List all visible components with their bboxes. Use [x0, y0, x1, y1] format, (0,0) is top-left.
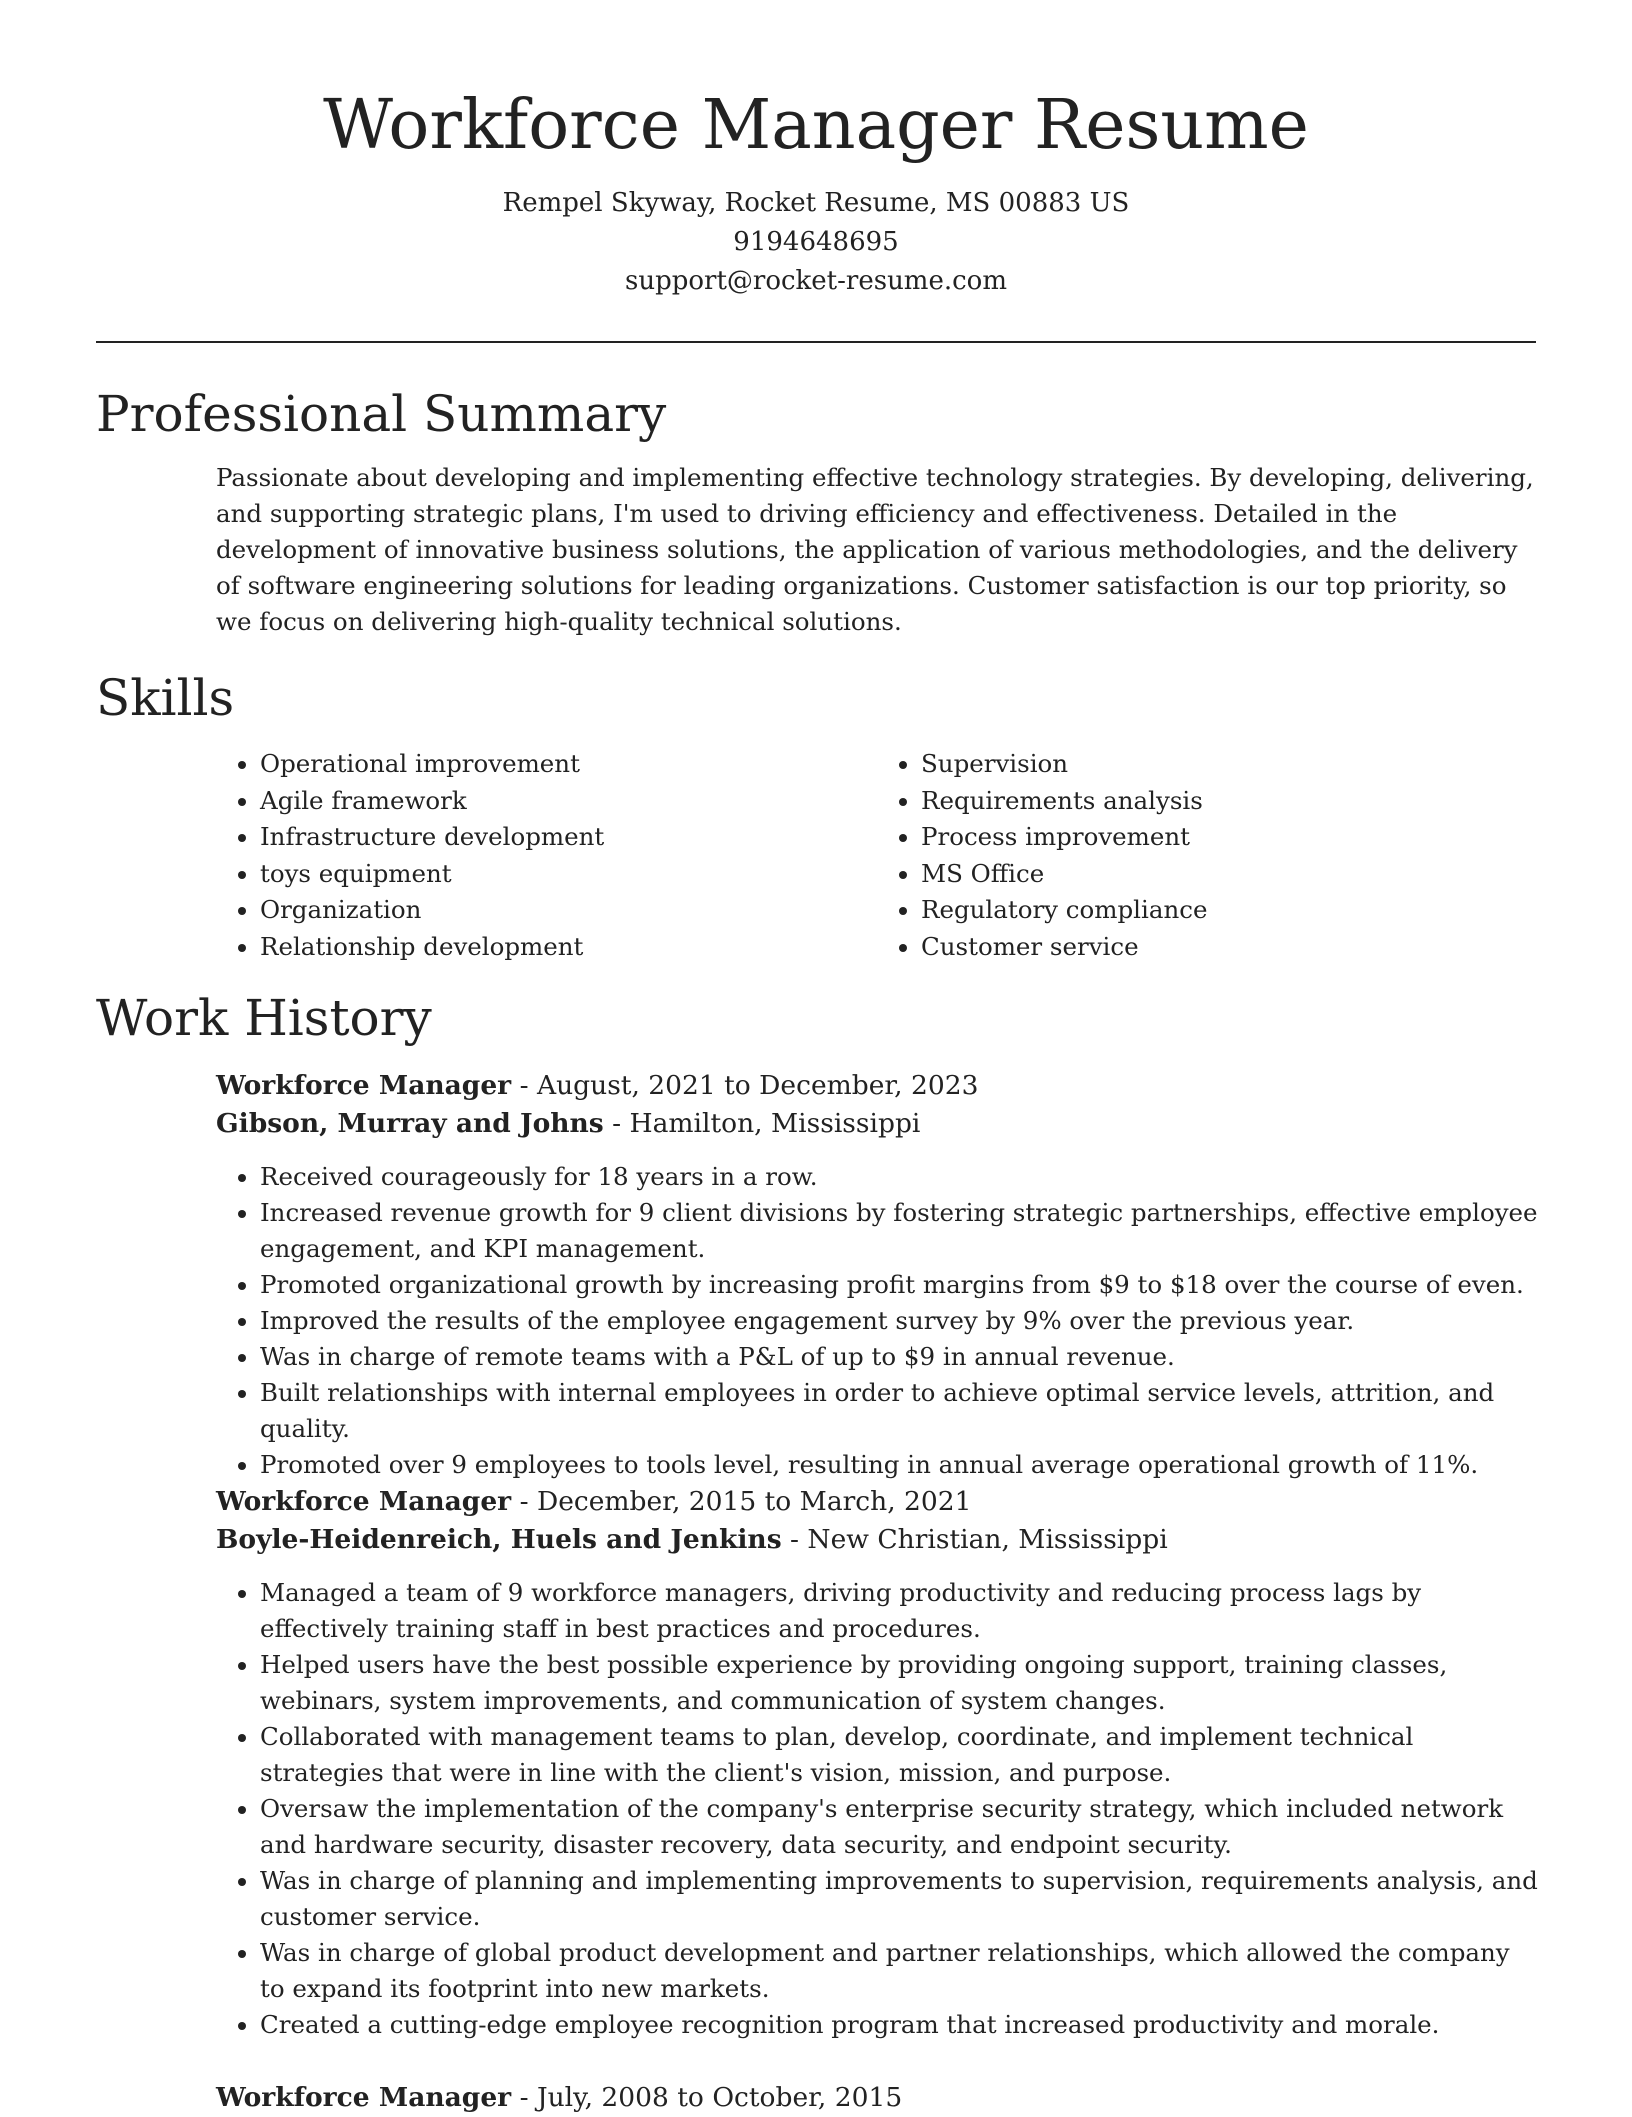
job-bullet: • Was in charge of remote teams with a P&L of up to $9 in annual revenue.: [260, 1339, 1538, 1375]
job-entry: [216, 1483, 1538, 2043]
job-bullet: • Was in charge of global product development and partner relationships, which allowed the company to expand its footprint into new markets.: [260, 1935, 1538, 2007]
job-location: - Hamilton, Mississippi: [603, 1108, 921, 1139]
job-title-line: [216, 1067, 1538, 1105]
skill-item: • Relationship development: [260, 929, 877, 966]
job-bullet: • Created a cutting-edge employee recognition program that increased productivity and morale.: [260, 2007, 1538, 2043]
contact-block: [0, 184, 1632, 301]
skill-item: • Operational improvement: [260, 746, 877, 783]
phone: 9194648695: [733, 227, 899, 257]
job-bullet: • Increased revenue growth for 9 client divisions by fostering strategic partnerships, effective employee engagement, and KPI management.: [260, 1195, 1538, 1267]
skill-item: • Organization: [260, 892, 877, 929]
job-title-line: [216, 2079, 1538, 2117]
job-entry: [216, 1067, 1538, 1483]
job-dates: - December, 2015 to March, 2021: [511, 1486, 972, 1517]
summary-section: [216, 460, 1538, 640]
job-bullet: • Built relationships with internal employees in order to achieve optimal service levels, attrition, and quality.: [260, 1375, 1538, 1447]
job-bullet: • Promoted organizational growth by increasing profit margins from $9 to $18 over the course of even.: [260, 1267, 1538, 1303]
skill-item: • MS Office: [921, 856, 1538, 893]
job-bullet: • Oversaw the implementation of the company's enterprise security strategy, which included network and hardware security, disaster recovery, data security, and endpoint security.: [260, 1791, 1538, 1863]
job-company-line: [216, 1105, 1538, 1143]
skills-column-right: [877, 746, 1538, 966]
skill-item: • Requirements analysis: [921, 783, 1538, 820]
job-bullet: • Collaborated with management teams to plan, develop, coordinate, and implement technical strategies that were in line with the client's vision, mission, and purpose.: [260, 1719, 1538, 1791]
job-location: - New Christian, Mississippi: [781, 1524, 1168, 1555]
skills-heading: Skills: [96, 669, 235, 727]
job-title-line: [216, 1483, 1538, 1521]
skill-item: • Infrastructure development: [260, 819, 877, 856]
skills-list: [216, 746, 1538, 966]
job-bullet: • Was in charge of planning and implementing improvements to supervision, requirements analysis, and customer service.: [260, 1863, 1538, 1935]
skill-item: • Customer service: [921, 929, 1538, 966]
job-entry: [216, 2079, 1538, 2117]
skill-item: • Regulatory compliance: [921, 892, 1538, 929]
job-bullet: • Promoted over 9 employees to tools level, resulting in annual average operational growth of 11%.: [260, 1447, 1538, 1483]
job-bullet: • Helped users have the best possible experience by providing ongoing support, training classes, webinars, system improvements, and communication of system changes.: [260, 1647, 1538, 1719]
job-company: Gibson, Murray and Johns: [216, 1108, 604, 1139]
job-dates: - July, 2008 to October, 2015: [511, 2082, 903, 2113]
resume-header: [0, 0, 1632, 301]
job-title: Workforce Manager: [216, 1486, 512, 1517]
work-history-heading: Work History: [96, 989, 432, 1047]
job-bullet: • Received courageously for 18 years in a row.: [260, 1159, 1538, 1195]
job-bullet: • Managed a team of 9 workforce managers, driving productivity and reducing process lags by effectively training staff in best practices and procedures.: [260, 1575, 1538, 1647]
job-dates: - August, 2021 to December, 2023: [511, 1070, 979, 1101]
skill-item: • Process improvement: [921, 819, 1538, 856]
header-divider: [96, 341, 1536, 343]
skill-item: • Agile framework: [260, 783, 877, 820]
skill-item: • toys equipment: [260, 856, 877, 893]
job-bullets: [216, 1159, 1538, 1483]
job-company-line: [216, 1521, 1538, 1559]
skills-column-left: [216, 746, 877, 966]
resume-title: Workforce Manager Resume: [323, 86, 1309, 165]
job-bullet: • Improved the results of the employee engagement survey by 9% over the previous year.: [260, 1303, 1538, 1339]
job-bullets: [216, 1575, 1538, 2043]
job-title: Workforce Manager: [216, 1070, 512, 1101]
email: support@rocket-resume.com: [624, 266, 1007, 296]
job-title: Workforce Manager: [216, 2082, 512, 2113]
summary-text: Passionate about developing and implementing effective technology strategies. By developing, delivering, and supporting strategic plans, I'm used to driving efficiency and effectiveness. Detailed in the development of innovative business solutions, the application of various methodologies, and the delivery of software engineering solutions for leading organizations. Customer satisfaction is our top priority, so we focus on delivering high-quality technical solutions.: [216, 463, 1534, 636]
skill-item: • Supervision: [921, 746, 1538, 783]
summary-heading: Professional Summary: [96, 385, 667, 443]
job-company: Boyle-Heidenreich, Huels and Jenkins: [216, 1524, 782, 1555]
address: Rempel Skyway, Rocket Resume, MS 00883 US: [502, 188, 1130, 218]
